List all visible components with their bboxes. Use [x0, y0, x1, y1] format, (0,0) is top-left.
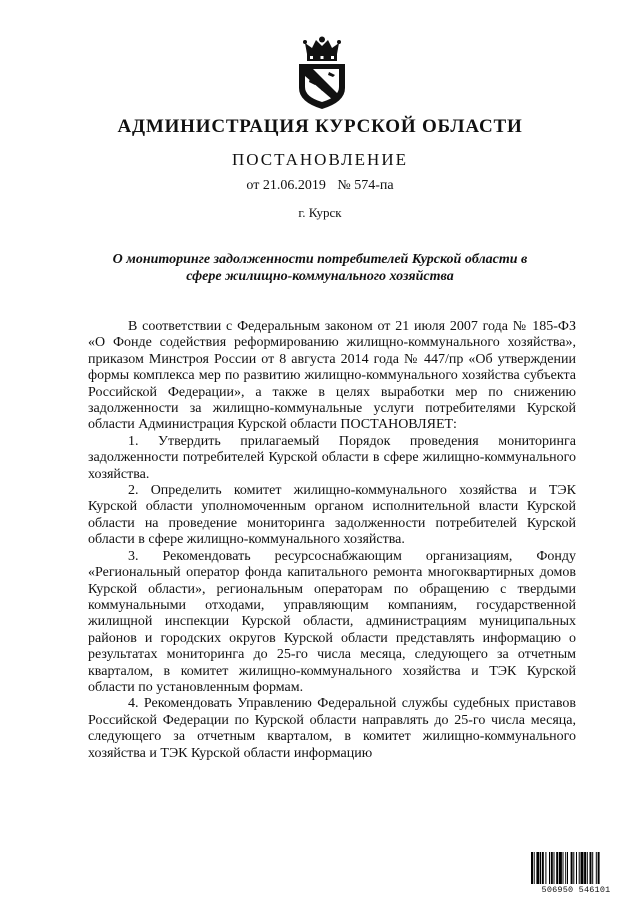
paragraph-item-4: 4. Рекомендовать Управлению Федеральной службы судебных приставов Российской Федерации по Курской области направлять до 25-го числа месяца, следующего за отчетным кварталом, в комитет жилищно-коммунального хозяйства и ТЭК Курской области информацию — [88, 696, 576, 761]
document-type: ПОСТАНОВЛЕНИЕ — [231, 150, 408, 169]
document-date: от 21.06.2019 — [246, 178, 326, 193]
organization-title: АДМИНИСТРАЦИЯ КУРСКОЙ ОБЛАСТИ — [117, 116, 523, 137]
document-number: № 574-па — [337, 178, 394, 193]
document-city: г. Курск — [298, 205, 342, 220]
paragraph-item-1: 1. Утвердить прилагаемый Порядок проведения мониторинга задолженности потребителей Курской области в сфере жилищно-коммунального хозяйства. — [88, 433, 576, 482]
coat-of-arms-emblem — [296, 36, 348, 110]
document-heading: О мониторинге задолженности потребителей Курской области в сфере жилищно-коммунального хозяйства — [112, 252, 528, 284]
paragraph-preamble: В соответствии с Федеральным законом от 21 июля 2007 года № 185-ФЗ «О Фонде содействия реформированию жилищно-коммунального хозяйства», приказом Минстроя России от 8 августа 2014 года № 447/пр «Об утверждении формы комплекса мер по развитию жилищно-коммунального хозяйства субъекта Российской Федерации», а также в целях выработки мер по снижению задолженности за жилищно-коммунальные услуги потребителями Курской области Администрация Курской области ПОСТАНОВЛЯЕТ: — [88, 319, 576, 433]
document-barcode — [530, 852, 622, 896]
paragraph-item-3: 3. Рекомендовать ресурсоснабжающим организациям, Фонду «Региональный оператор фонда капитального ремонта многоквартирных домов Курской области», региональным операторам по обращению с твердыми коммунальными отходами, управляющим компаниям, государственной жилищной инспекции Курской области, администрациям муниципальных районов и городских округов Курской области представлять информацию о результатах мониторинга до 25-го числа месяца, следующего за отчетным кварталом, в комитет жилищно-коммунального хозяйства и ТЭК Курской области по установленным формам. — [88, 548, 576, 695]
barcode-number: 506950 546101 — [541, 885, 611, 895]
barcode-bars — [530, 852, 622, 884]
document-date-number — [0, 178, 640, 194]
document-body — [88, 319, 576, 762]
paragraph-item-2: 2. Определить комитет жилищно-коммунального хозяйства и ТЭК Курской области уполномоченным органом исполнительной власти Курской области на проведение мониторинга задолженности потребителей Курской области в сфере жилищно-коммунального хозяйства. — [88, 483, 576, 548]
